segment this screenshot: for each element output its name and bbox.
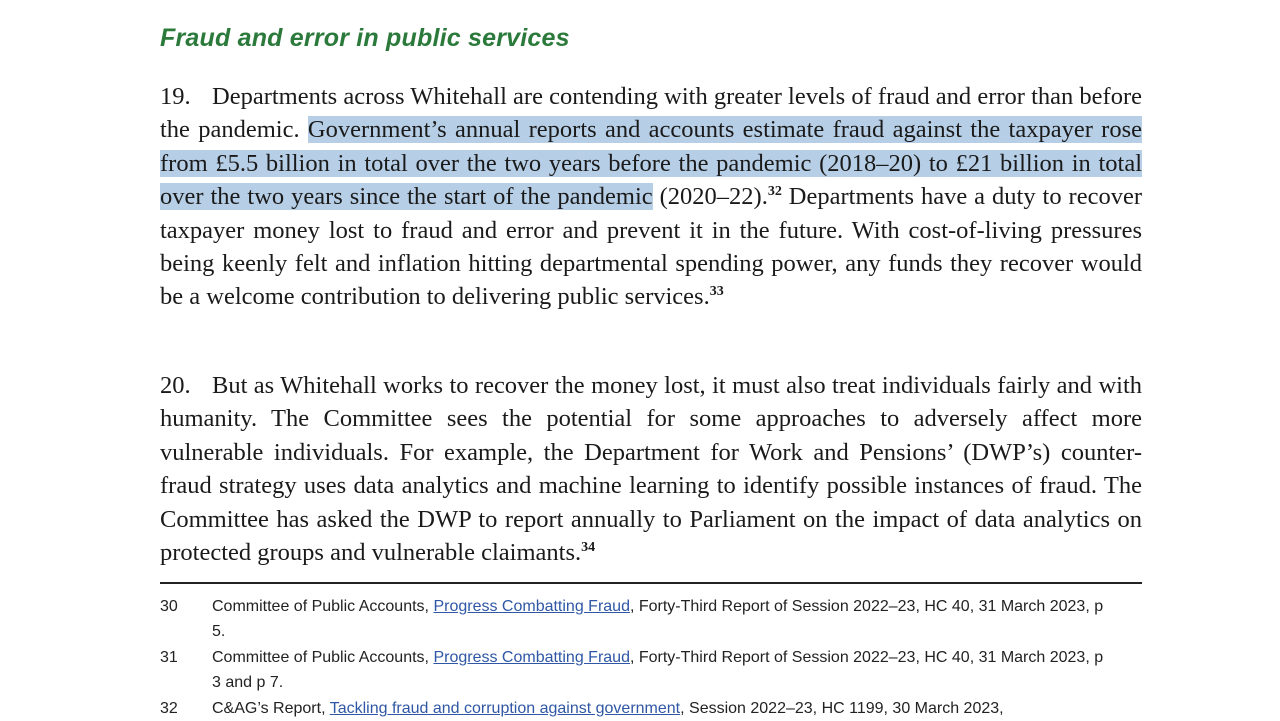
footnote-32 xyxy=(160,696,1142,721)
section-heading: Fraud and error in public services xyxy=(160,24,570,52)
footnote-prefix: Committee of Public Accounts, xyxy=(212,649,434,666)
footnote-31 xyxy=(160,645,1142,695)
footnote-text xyxy=(212,696,1112,721)
footnote-link[interactable]: Progress Combatting Fraud xyxy=(433,649,630,666)
document-page xyxy=(160,20,1142,717)
footnote-number: 32 xyxy=(160,700,178,717)
selected-text-highlight[interactable]: Government’s annual reports and accounts estimate fraud against the taxpayer rose from £5.5 billion in total over the two years before the pandemic (2018–20) to £21 billion in total over the two years since the start of the pandemic xyxy=(160,116,1142,211)
footnote-link[interactable]: Progress Combatting Fraud xyxy=(433,598,630,615)
paragraph-text: Departments have a duty to recover taxpayer money lost to fraud and error and prevent it in the future. With cost-of-living pressures being keenly felt and inflation hitting departmental spending power, any funds they recover would be a welcome contribution to delivering public services. xyxy=(160,183,1142,311)
footnote-reference[interactable]: 34 xyxy=(581,540,596,556)
footnote-number: 30 xyxy=(160,598,178,615)
footnote-number: 31 xyxy=(160,649,178,666)
footnote-text xyxy=(212,645,1112,695)
paragraph-20 xyxy=(160,369,1142,569)
footnote-suffix: , Forty-Third Report of Session 2022–23, HC 40, 31 March 2023, p 5. xyxy=(212,598,1104,640)
footnote-reference[interactable]: 32 xyxy=(767,184,782,200)
footnote-divider xyxy=(160,582,1142,584)
paragraph-text: (2020–22). xyxy=(652,183,768,211)
footnote-link[interactable]: Tackling fraud and corruption against government xyxy=(329,700,681,717)
paragraph-number: 20. xyxy=(160,372,191,399)
paragraph-text: Departments across Whitehall are contending with greater levels of fraud and error than before the pandemic. xyxy=(160,83,1142,144)
paragraph-19 xyxy=(160,80,1142,314)
footnote-30 xyxy=(160,594,1142,644)
footnote-suffix: , Session 2022–23, HC 1199, 30 March 2023, xyxy=(680,700,1004,717)
footnote-reference[interactable]: 33 xyxy=(709,284,724,300)
footnote-prefix: Committee of Public Accounts, xyxy=(212,598,434,615)
footnote-text xyxy=(212,594,1112,644)
paragraph-text: But as Whitehall works to recover the money lost, it must also treat individuals fairly and with humanity. The Committee sees the potential for some approaches to adversely affect more vulnerable individuals. For example, the Department for Work and Pensions’ (DWP’s) counter-fraud strategy uses data analytics and machine learning to identify possible instances of fraud. The Committee has asked the DWP to report annually to Parliament on the impact of data analytics on protected groups and vulnerable claimants. xyxy=(160,372,1142,567)
footnote-prefix: C&AG’s Report, xyxy=(212,700,330,717)
footnote-suffix: , Forty-Third Report of Session 2022–23, HC 40, 31 March 2023, p 3 and p 7. xyxy=(212,649,1104,691)
paragraph-number: 19. xyxy=(160,83,191,110)
